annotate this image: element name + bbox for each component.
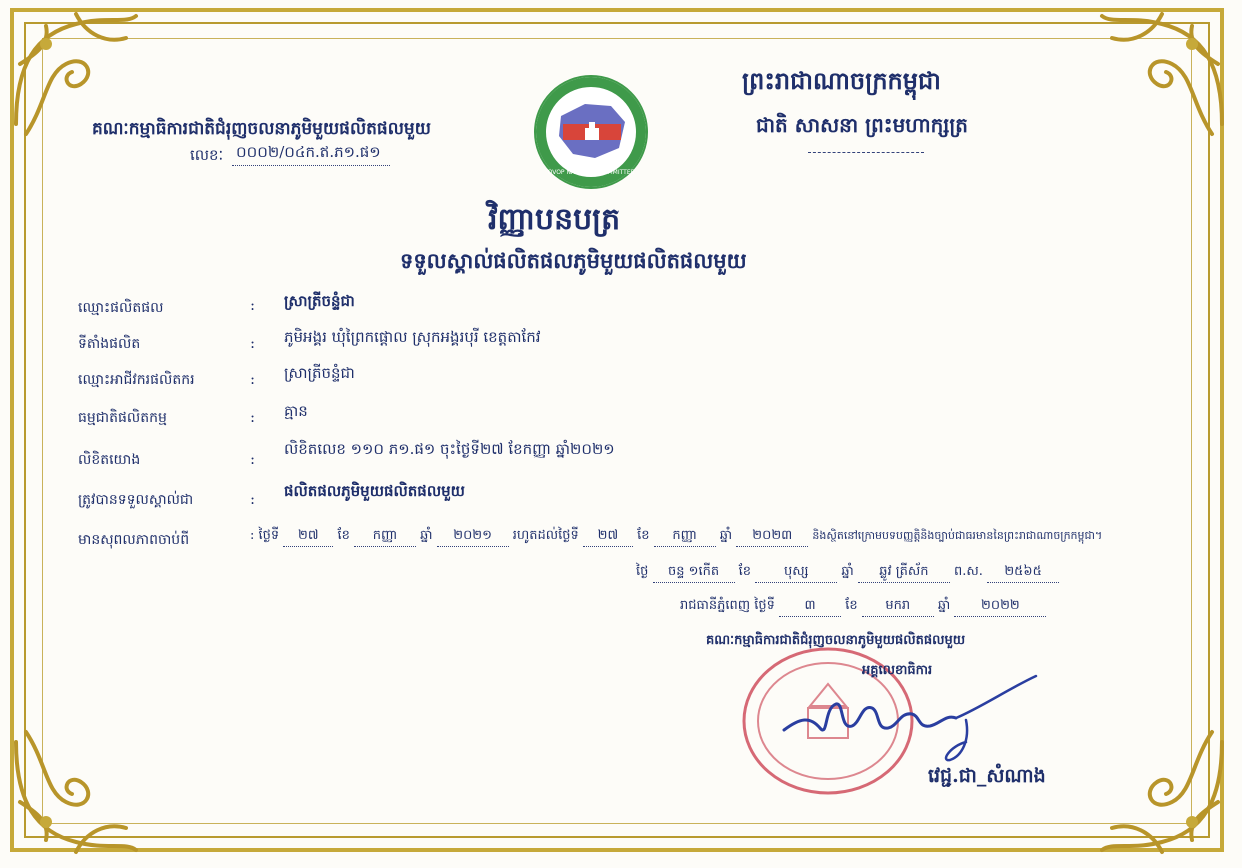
certificate-title: វិញ្ញាបនបត្រ — [488, 202, 621, 237]
valid-to-month: កញ្ញា — [654, 527, 716, 547]
valid-from-year: ២០២១ — [437, 527, 509, 547]
issuing-organization: គណៈកម្មាធិការជាតិជំរុញចលនាភូមិមួយផលិតផលមួយ — [92, 119, 431, 139]
field-colon: : — [250, 408, 256, 426]
field-colon: : — [250, 370, 256, 388]
kingdom-heading: ព្រះរាជាណាចក្រកម្ពុជា — [742, 66, 941, 95]
field-colon: : — [250, 450, 256, 468]
national-motto: ជាតិ សាសនា ព្រះមហាក្សត្រ — [756, 113, 968, 137]
field-label-reference-letter: លិខិតយោង — [78, 452, 141, 468]
field-label-production-site: ទីតាំងផលិត — [78, 336, 141, 352]
field-value-producer: ស្រាត្រីចន្ទំជា — [284, 364, 355, 382]
field-value-recognized-as: ផលិតផលភូមិមួយផលិតផលមួយ — [284, 482, 465, 500]
valid-to-day: ២៧ — [583, 527, 633, 547]
issue-date: រាជធានីភ្នំពេញ ថ្ងៃទី ៣ ខែ មករា ឆ្នាំ ២០២២ — [680, 597, 1046, 617]
reference-label: លេខៈ — [190, 146, 224, 164]
corner-ornament-icon — [6, 722, 146, 862]
lunar-date: ថ្ងៃ ចន្ទ ១កើត ខែ បុស្ស ឆ្នាំ ឆ្លូវ ត្រីស័ក ព.ស. ២៥៦៥ — [636, 563, 1059, 583]
field-label-recognized-as: ត្រូវបានទទួលស្គាល់ជា — [78, 492, 194, 508]
field-value-product-name: ស្រាត្រីចន្ទំជា — [284, 292, 355, 310]
lunar-month: បុស្ស — [755, 563, 837, 583]
signatory-organization: គណៈកម្មាធិការជាតិជំរុញចលនាភូមិមួយផលិតផលមួយ — [706, 633, 966, 648]
issue-year: ២០២២ — [954, 597, 1046, 617]
buddhist-era: ២៥៦៥ — [987, 563, 1059, 583]
valid-from-month: កញ្ញា — [354, 527, 416, 547]
field-value-reference-letter: លិខិតលេខ ១១០ ភ១.ផ១ ចុះថ្ងៃទី២៧ ខែកញ្ញា ឆ្នាំ២០២១ — [284, 440, 615, 458]
handwritten-signature-icon — [780, 668, 1040, 778]
ovop-logo-icon — [533, 74, 649, 190]
field-label-production-nature: ធម្មជាតិផលិតកម្ម — [78, 410, 167, 426]
lunar-day: ចន្ទ ១កើត — [653, 563, 735, 583]
validity-period: : ថ្ងៃទី ២៧ ខែ កញ្ញា ឆ្នាំ ២០២១ រហូតដល់ថ្ងៃទី ២៧ ខែ កញ្ញា ឆ្នាំ ២០២៣ និងស្ថិតនៅក្រោមបទបញ្ញត្តិនិងច្បាប់ជាធរមាននៃព្រះរាជាណាចក្រកម្ពុជា។ — [250, 527, 1102, 547]
corner-ornament-icon — [1092, 722, 1232, 862]
valid-to-year: ២០២៣ — [736, 527, 808, 547]
logo-caption: OVOP NATIONAL COMMITTEE — [547, 169, 635, 176]
field-colon: : — [250, 296, 256, 314]
field-label-producer: ឈ្មោះអាជីវករផលិតករ — [78, 372, 195, 388]
signatory-name: វេជ្ជ.ជា_សំណាង — [928, 765, 1046, 787]
validity-label: មានសុពលភាពចាប់ពី — [78, 532, 190, 548]
issue-day: ៣ — [779, 597, 841, 617]
reference-number: ០០០២/០៤ក.ឥ.ភ១.ផ១ — [232, 143, 390, 166]
field-value-production-site: ភូមិអង្គរ ឃុំព្រៃកផ្ដោល ស្រុកអង្គរបុរី ខេត្តតាកែវ — [284, 328, 541, 346]
corner-ornament-icon — [1092, 4, 1232, 144]
field-value-production-nature: គ្មាន — [284, 402, 308, 420]
validity-legal-clause: និងស្ថិតនៅក្រោមបទបញ្ញត្តិនិងច្បាប់ជាធរមាននៃព្រះរាជាណាចក្រកម្ពុជា។ — [812, 529, 1103, 542]
field-label-product-name: ឈ្មោះផលិតផល — [78, 300, 164, 316]
signatory-title: អគ្គលេខាធិការ — [862, 663, 933, 678]
field-colon: : — [250, 490, 256, 508]
field-colon: : — [250, 334, 256, 352]
valid-from-day: ២៧ — [283, 527, 333, 547]
issue-month: មករា — [862, 597, 934, 617]
motto-divider — [808, 152, 924, 153]
lunar-year: ឆ្លូវ ត្រីស័ក — [858, 563, 950, 583]
certificate-subtitle: ទទួលស្គាល់ផលិតផលភូមិមួយផលិតផលមួយ — [400, 248, 747, 273]
